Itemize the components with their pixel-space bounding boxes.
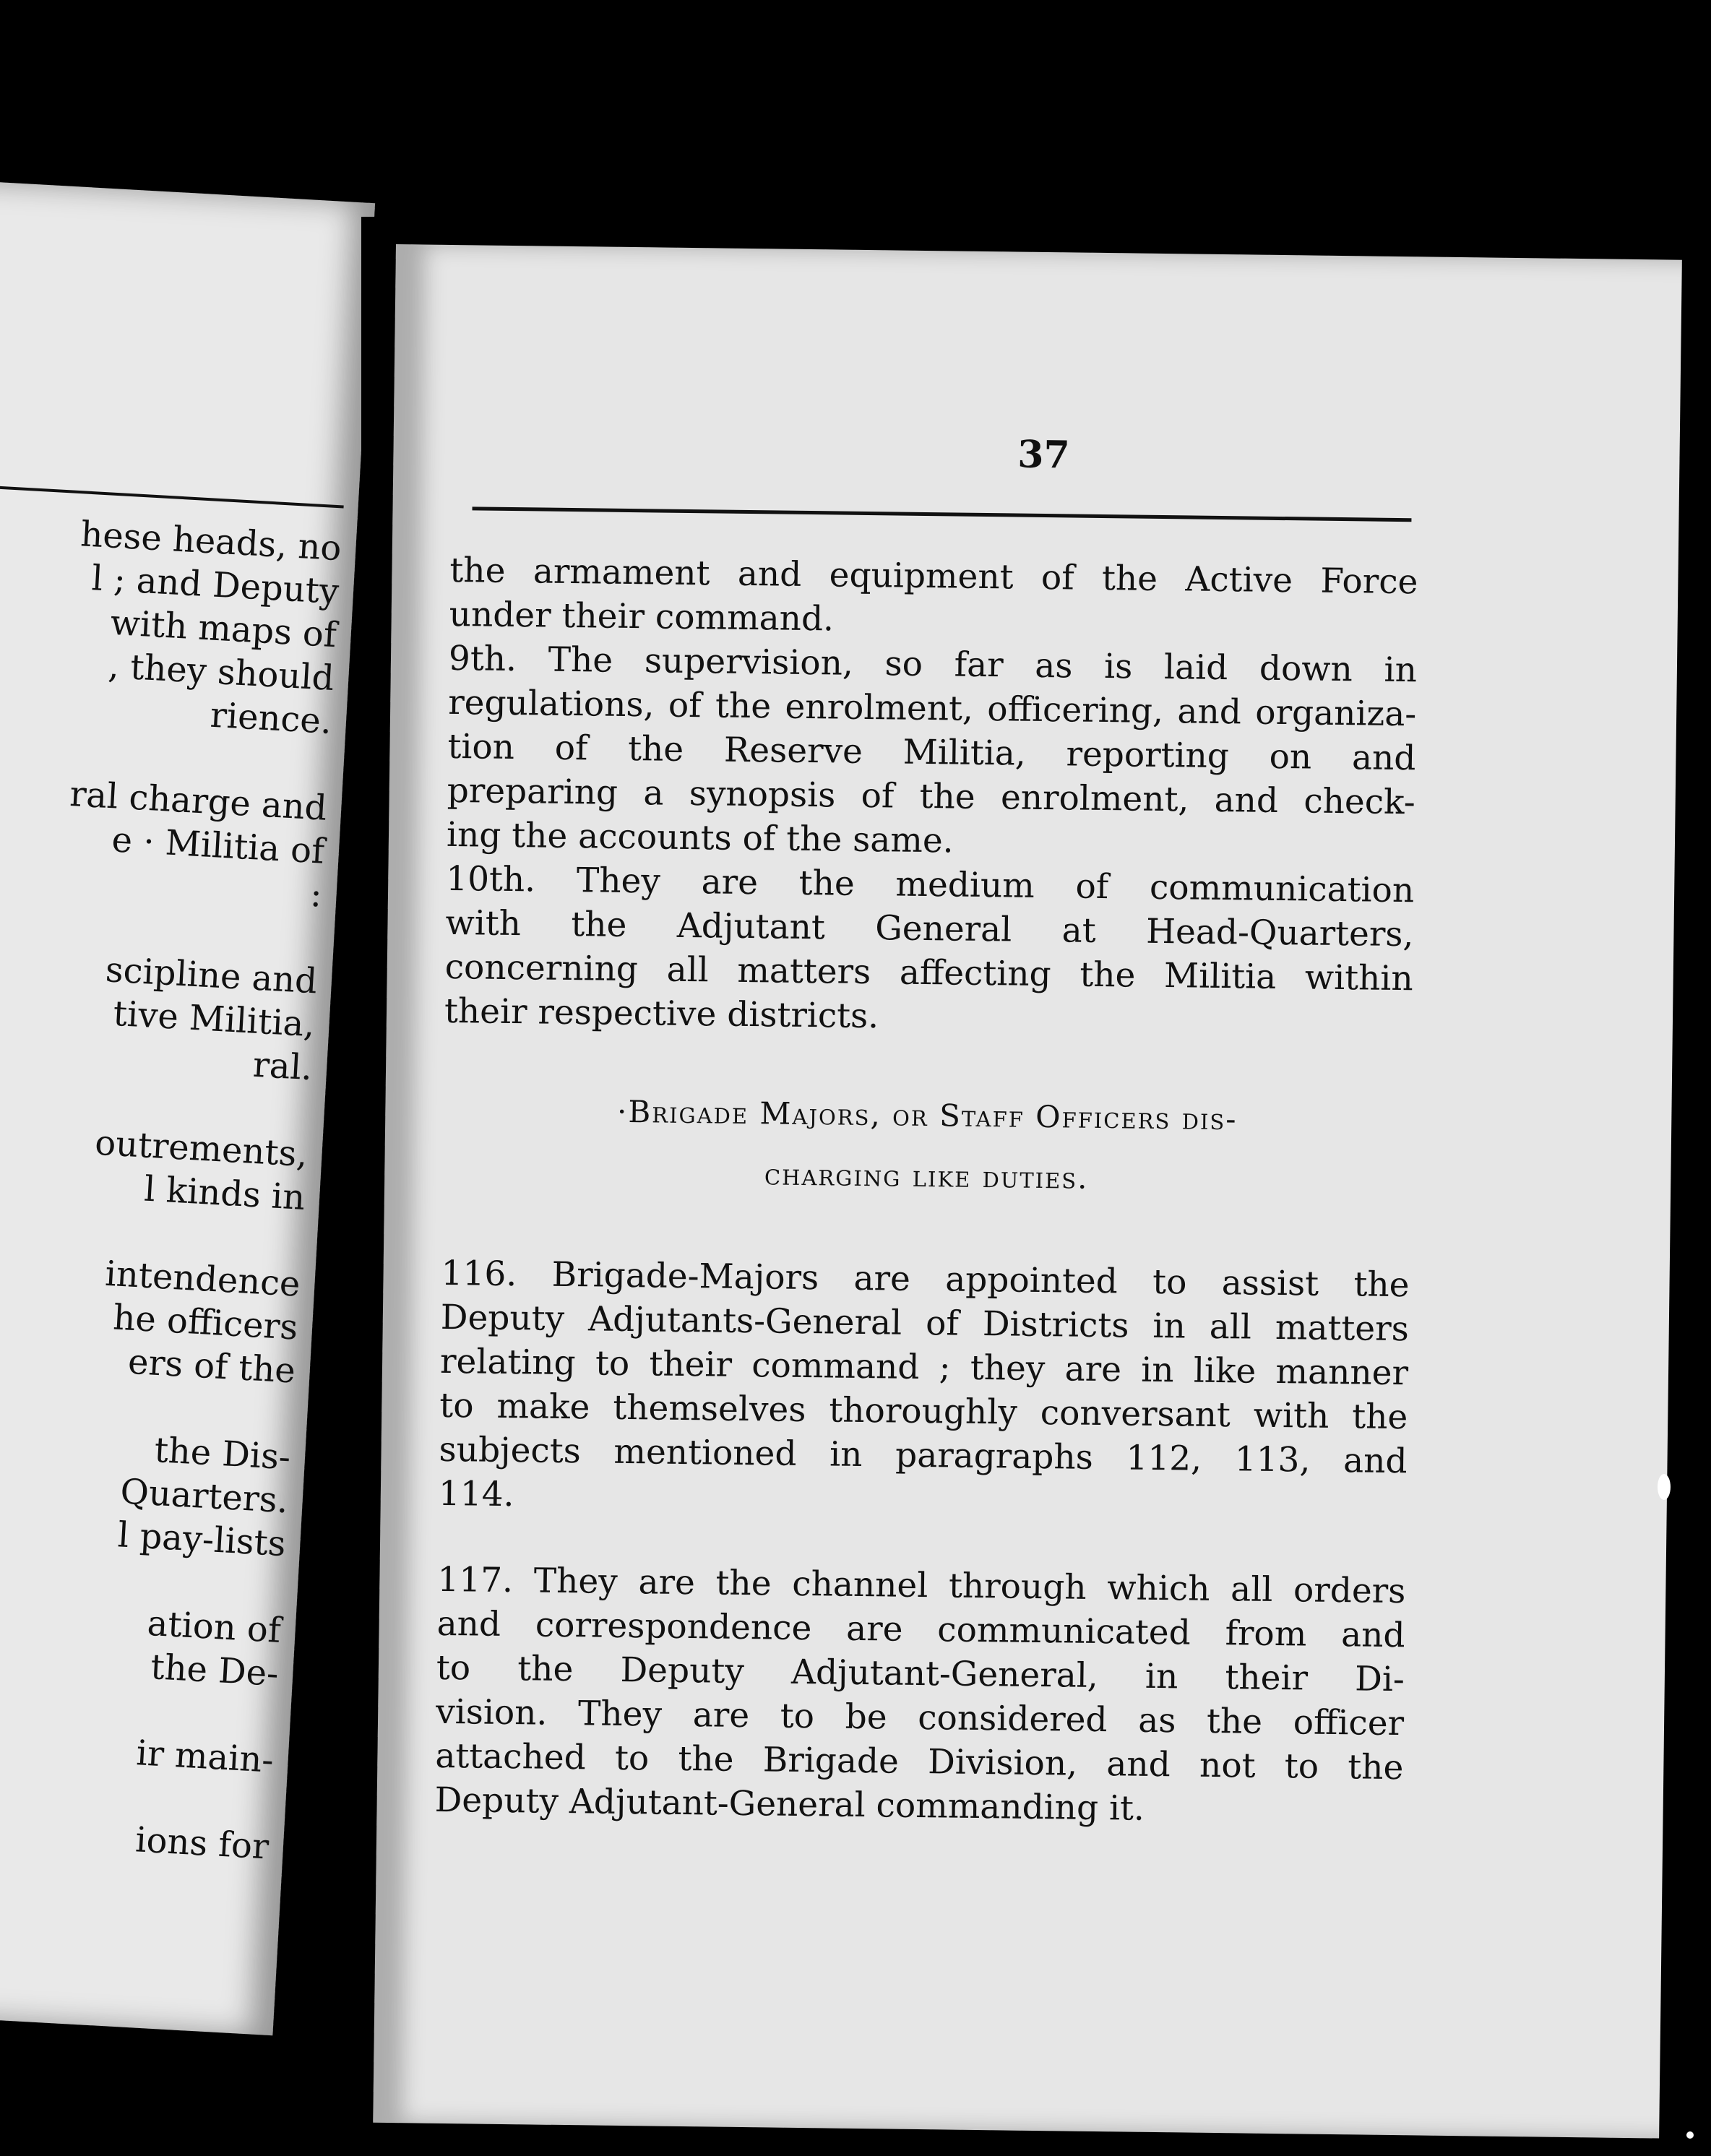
left-page-line: ers of the: [126, 1341, 297, 1392]
text-line: attached to the Brigade Division, and not to the: [435, 1735, 1404, 1788]
left-page-line: ral charge and: [69, 773, 328, 829]
text-line: 9th. The supervision, so far as is laid down in: [448, 638, 1418, 691]
left-page-line: Quarters.: [119, 1471, 290, 1522]
text-line: concerning all matters affecting the Militia within: [444, 947, 1414, 999]
left-page: [0, 181, 375, 2035]
paragraph-117: [434, 1558, 1405, 1834]
scan-speck: [1686, 2131, 1694, 2139]
left-page-line: the De-: [150, 1647, 280, 1694]
left-page-line: he officers: [112, 1297, 299, 1348]
header-rule: [473, 506, 1412, 522]
paragraph-9th: [447, 637, 1418, 868]
left-page-rule: [0, 486, 344, 509]
text-line: with the Adjutant General at Head-Quarters,: [445, 902, 1414, 955]
left-page-line: :: [309, 874, 324, 915]
text-line: to make themselves thoroughly conversant with the: [439, 1385, 1408, 1438]
text-line: preparing a synopsis of the enrolment, and check-: [447, 770, 1415, 823]
section-heading: [442, 1079, 1412, 1212]
left-page-line: rience.: [209, 694, 333, 742]
text-line: the armament and equipment of the Active Force: [449, 550, 1418, 603]
left-page-line: l ; and Deputy: [90, 558, 340, 613]
right-page: [373, 244, 1682, 2139]
left-page-line: outrements,: [93, 1122, 309, 1176]
left-page-line: ation of: [146, 1603, 283, 1652]
paragraph-10th: [444, 857, 1415, 1045]
continued-paragraph: [449, 548, 1418, 648]
text-line: 114.: [438, 1473, 514, 1515]
text-line: subjects mentioned in paragraphs 112, 113, and: [439, 1429, 1408, 1482]
text-line: Deputy Adjutant-General commanding it.: [434, 1780, 1145, 1829]
section-heading-line-2: charging like duties.: [764, 1156, 1089, 1196]
page-number: 37: [1017, 432, 1071, 478]
text-line: Deputy Adjutants-General of Districts in all matters: [440, 1297, 1410, 1350]
left-page-line: l pay-lists: [116, 1514, 287, 1565]
left-page-line: the Dis-: [153, 1429, 292, 1478]
page-body: [434, 548, 1418, 1834]
text-line: and correspondence are communicated from and: [436, 1603, 1405, 1656]
left-page-line: with maps of: [109, 602, 338, 656]
left-page-line: ir main-: [135, 1733, 275, 1781]
text-line: 116. Brigade-Majors are appointed to assist the: [441, 1253, 1410, 1306]
left-page-line: scipline and: [104, 949, 319, 1002]
left-page-line: hese heads, no: [79, 514, 342, 569]
left-page-line: intendence: [104, 1253, 301, 1305]
section-heading-line-1: ·Brigade Majors, or Staff Officers dis-: [616, 1093, 1238, 1137]
text-line: to the Deputy Adjutant-General, in their Di-: [436, 1647, 1405, 1700]
text-line: regulations, of the enrolment, officering, and organiza-: [447, 682, 1417, 735]
left-page-line: tive Militia,: [112, 993, 316, 1045]
text-line: under their command.: [449, 594, 835, 639]
text-line: 10th. They are the medium of communication: [445, 858, 1415, 911]
text-line: their respective districts.: [444, 991, 879, 1037]
left-page-line: ions for: [134, 1819, 270, 1868]
scan-speck: [1658, 1474, 1671, 1500]
text-line: relating to their command ; they are in like manner: [439, 1341, 1409, 1394]
text-line: vision. They are to be considered as the officer: [435, 1691, 1405, 1744]
paragraph-116: [439, 1251, 1410, 1527]
left-page-text: [0, 507, 342, 1869]
left-page-line: e · Militia of: [111, 819, 326, 872]
text-line: tion of the Reserve Militia, reporting on and: [447, 726, 1416, 779]
left-page-line: , they should: [107, 645, 335, 699]
text-line: ing the accounts of the same.: [446, 814, 954, 861]
left-page-line: l kinds in: [143, 1168, 306, 1218]
text-line: 117. They are the channel through which all orders: [437, 1559, 1406, 1612]
left-page-line: ral.: [251, 1044, 314, 1089]
